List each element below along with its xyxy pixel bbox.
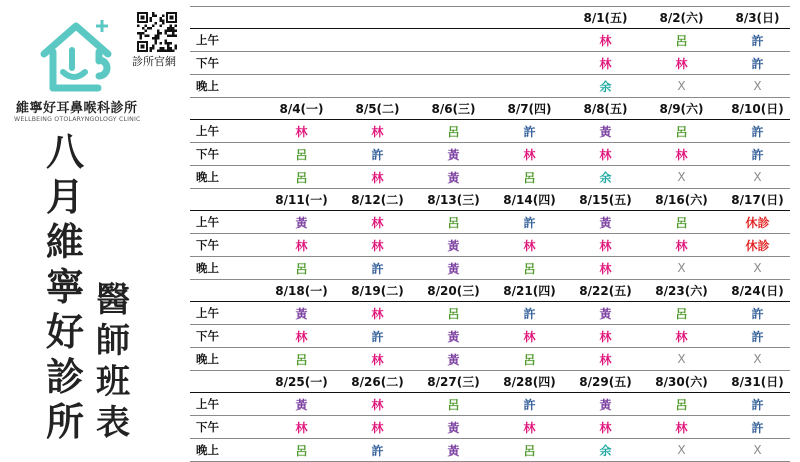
doctor-cell: 呂 [295, 443, 308, 458]
doctor-cell: 林 [599, 420, 612, 435]
doctor-cell [340, 52, 415, 74]
doctor-cell: 呂 [447, 397, 460, 412]
doctor-cell: 呂 [295, 261, 308, 276]
date-header-row [190, 280, 790, 302]
doctor-cell: 休診 [745, 215, 770, 230]
doctor-cell: 呂 [295, 352, 308, 367]
doctor-cell: 黃 [599, 306, 612, 321]
date-cell: 8/5(二) [355, 102, 400, 116]
schedule-row-pm [190, 325, 790, 348]
clinic-logo-icon [38, 14, 116, 96]
qr-caption: 診所官網 [132, 55, 176, 68]
session-label-am: 上午 [196, 124, 219, 138]
date-cell: 8/25(一) [275, 375, 328, 389]
doctor-cell: X [677, 79, 686, 93]
session-label-pm: 下午 [196, 56, 219, 70]
date-cell: 8/31(日) [731, 375, 784, 389]
date-cell: 8/21(四) [503, 284, 556, 298]
session-label-eve: 晚上 [196, 79, 219, 93]
date-cell: 8/9(六) [659, 102, 704, 116]
doctor-cell: 林 [295, 238, 308, 253]
date-cell: 8/4(一) [279, 102, 324, 116]
date-cell [416, 7, 491, 28]
doctor-cell: 林 [523, 147, 536, 162]
branding-panel [0, 0, 190, 450]
doctor-cell [340, 29, 415, 51]
doctor-cell: 呂 [523, 352, 536, 367]
doctor-cell: 林 [371, 306, 384, 321]
doctor-cell: 黃 [447, 261, 460, 276]
schedule-row-eve [190, 75, 790, 98]
doctor-cell: 許 [371, 329, 384, 344]
doctor-cell: 林 [371, 397, 384, 412]
doctor-cell: 黃 [447, 352, 460, 367]
schedule-row-am [190, 211, 790, 234]
doctor-cell: 林 [523, 329, 536, 344]
doctor-cell: 黃 [447, 443, 460, 458]
doctor-cell: 黃 [295, 306, 308, 321]
doctor-cell: 林 [599, 352, 612, 367]
doctor-cell: 林 [599, 147, 612, 162]
date-cell: 8/28(四) [503, 375, 556, 389]
qr-code-icon[interactable] [137, 12, 177, 52]
date-cell: 8/17(日) [731, 193, 784, 207]
date-cell: 8/18(一) [275, 284, 328, 298]
doctor-cell: 許 [751, 33, 764, 48]
doctor-cell: 林 [371, 238, 384, 253]
doctor-cell: 呂 [675, 306, 688, 321]
doctor-cell: 許 [371, 443, 384, 458]
session-label-eve: 晚上 [196, 443, 219, 457]
doctor-cell: 林 [675, 329, 688, 344]
doctor-cell: 黃 [447, 420, 460, 435]
date-cell: 8/7(四) [507, 102, 552, 116]
date-cell: 8/10(日) [731, 102, 784, 116]
session-label-pm: 下午 [196, 238, 219, 252]
schedule-row-eve [190, 257, 790, 280]
date-cell: 8/29(五) [579, 375, 632, 389]
title-char: 表 [96, 403, 130, 443]
title-char: 寧 [46, 265, 85, 309]
doctor-cell: X [677, 443, 686, 457]
session-label-pm: 下午 [196, 420, 219, 434]
title-char: 好 [46, 310, 85, 354]
schedule-row-pm [190, 416, 790, 439]
date-header-row [190, 189, 790, 211]
session-label-pm: 下午 [196, 147, 219, 161]
date-cell: 8/1(五) [583, 11, 628, 25]
doctor-cell: 林 [371, 420, 384, 435]
doctor-cell: 許 [371, 261, 384, 276]
doctor-cell: 林 [599, 329, 612, 344]
doctor-cell: 許 [751, 329, 764, 344]
title-char: 班 [96, 362, 130, 402]
date-cell: 8/24(日) [731, 284, 784, 298]
session-label-am: 上午 [196, 397, 219, 411]
date-cell: 8/15(五) [579, 193, 632, 207]
schedule-row-am [190, 393, 790, 416]
doctor-cell [264, 75, 339, 97]
date-cell: 8/27(三) [427, 375, 480, 389]
doctor-cell: 林 [599, 261, 612, 276]
doctor-cell [264, 52, 339, 74]
doctor-cell: 呂 [447, 215, 460, 230]
date-header-row [190, 371, 790, 393]
doctor-cell [416, 29, 491, 51]
schedule-row-am [190, 302, 790, 325]
doctor-cell: X [677, 170, 686, 184]
doctor-cell: 呂 [523, 261, 536, 276]
doctor-cell: 許 [523, 124, 536, 139]
schedule-row-eve [190, 348, 790, 371]
schedule-row-am [190, 120, 790, 143]
doctor-cell: 許 [751, 397, 764, 412]
date-cell: 8/12(二) [351, 193, 404, 207]
date-cell: 8/14(四) [503, 193, 556, 207]
doctor-cell: 黃 [599, 215, 612, 230]
doctor-cell: X [753, 443, 762, 457]
doctor-cell: 黃 [447, 238, 460, 253]
session-label-am: 上午 [196, 306, 219, 320]
doctor-cell: 許 [523, 306, 536, 321]
doctor-cell [340, 75, 415, 97]
doctor-cell: 林 [675, 420, 688, 435]
clinic-name-english: WELLBEING OTOLARYNGOLOGY CLINIC [14, 116, 141, 123]
doctor-cell: 黃 [295, 215, 308, 230]
doctor-cell: 呂 [675, 397, 688, 412]
doctor-cell: 呂 [295, 170, 308, 185]
doctor-cell [416, 75, 491, 97]
doctor-cell: 林 [523, 420, 536, 435]
schedule-table [190, 6, 790, 462]
date-cell: 8/20(三) [427, 284, 480, 298]
doctor-cell: 呂 [447, 124, 460, 139]
doctor-cell: 林 [675, 56, 688, 71]
title-char: 八 [46, 130, 85, 174]
date-cell: 8/30(六) [655, 375, 708, 389]
doctor-cell: 林 [599, 238, 612, 253]
doctor-cell: 許 [751, 124, 764, 139]
schedule-row-pm [190, 52, 790, 75]
clinic-name: 維寧好耳鼻喉科診所 [16, 101, 138, 116]
doctor-cell [492, 52, 567, 74]
date-cell: 8/6(三) [431, 102, 476, 116]
date-cell: 8/13(三) [427, 193, 480, 207]
doctor-cell: 許 [523, 215, 536, 230]
session-label-pm: 下午 [196, 329, 219, 343]
doctor-cell: X [677, 352, 686, 366]
doctor-cell: 林 [599, 33, 612, 48]
doctor-cell: X [753, 170, 762, 184]
schedule-row-pm [190, 143, 790, 166]
title-char: 醫 [96, 280, 130, 320]
date-cell: 8/11(一) [275, 193, 328, 207]
doctor-cell: 許 [523, 397, 536, 412]
date-cell: 8/16(六) [655, 193, 708, 207]
doctor-cell: X [677, 261, 686, 275]
doctor-cell: 黃 [599, 124, 612, 139]
date-cell: 8/22(五) [579, 284, 632, 298]
doctor-cell: 呂 [523, 170, 536, 185]
doctor-cell: 呂 [675, 215, 688, 230]
date-cell: 8/8(五) [583, 102, 628, 116]
doctor-cell [492, 75, 567, 97]
doctor-cell: 許 [751, 56, 764, 71]
doctor-cell: 林 [295, 124, 308, 139]
doctor-cell: 許 [751, 147, 764, 162]
page-title-line2 [96, 280, 130, 447]
doctor-cell: X [753, 352, 762, 366]
session-label-am: 上午 [196, 33, 219, 47]
doctor-cell: 呂 [523, 443, 536, 458]
session-label-eve: 晚上 [196, 261, 219, 275]
doctor-cell: 呂 [295, 147, 308, 162]
doctor-cell: 余 [599, 443, 612, 458]
title-char: 師 [96, 321, 130, 361]
doctor-cell: 余 [599, 170, 612, 185]
doctor-cell: 林 [295, 329, 308, 344]
date-cell: 8/26(二) [351, 375, 404, 389]
title-char: 診 [46, 355, 85, 399]
doctor-cell: 呂 [675, 33, 688, 48]
schedule-row-am [190, 29, 790, 52]
doctor-cell: 黃 [599, 397, 612, 412]
doctor-cell: 許 [751, 306, 764, 321]
doctor-cell: 林 [675, 147, 688, 162]
doctor-cell [492, 29, 567, 51]
doctor-cell: 黃 [447, 329, 460, 344]
doctor-cell: X [753, 79, 762, 93]
doctor-cell: 余 [599, 79, 612, 94]
doctor-cell: 林 [371, 124, 384, 139]
doctor-cell: 林 [675, 238, 688, 253]
doctor-cell: X [753, 261, 762, 275]
doctor-cell: 許 [371, 147, 384, 162]
doctor-cell: 黃 [447, 170, 460, 185]
doctor-cell: 林 [371, 352, 384, 367]
title-char: 維 [46, 220, 85, 264]
schedule-row-pm [190, 234, 790, 257]
session-label-eve: 晚上 [196, 352, 219, 366]
title-char: 所 [46, 400, 85, 444]
doctor-cell: 黃 [295, 397, 308, 412]
date-cell [340, 7, 415, 28]
date-cell [264, 7, 339, 28]
doctor-cell [264, 29, 339, 51]
page-title-line1 [46, 130, 85, 448]
doctor-cell: 林 [523, 238, 536, 253]
session-label-am: 上午 [196, 215, 219, 229]
schedule-row-eve [190, 166, 790, 189]
doctor-cell: 林 [371, 215, 384, 230]
date-cell [492, 7, 567, 28]
doctor-cell: 休診 [745, 238, 770, 253]
date-cell: 8/3(日) [735, 11, 780, 25]
date-cell: 8/23(六) [655, 284, 708, 298]
schedule-row-eve [190, 439, 790, 462]
title-char: 月 [46, 175, 85, 219]
date-cell: 8/19(二) [351, 284, 404, 298]
doctor-cell: 林 [371, 170, 384, 185]
doctor-cell: 林 [599, 56, 612, 71]
date-header-row [190, 6, 790, 29]
doctor-cell: 許 [751, 420, 764, 435]
date-cell: 8/2(六) [659, 11, 704, 25]
doctor-cell: 林 [295, 420, 308, 435]
doctor-cell [416, 52, 491, 74]
doctor-cell: 黃 [447, 147, 460, 162]
date-header-row [190, 98, 790, 120]
doctor-cell: 呂 [675, 124, 688, 139]
session-label-eve: 晚上 [196, 170, 219, 184]
doctor-cell: 呂 [447, 306, 460, 321]
